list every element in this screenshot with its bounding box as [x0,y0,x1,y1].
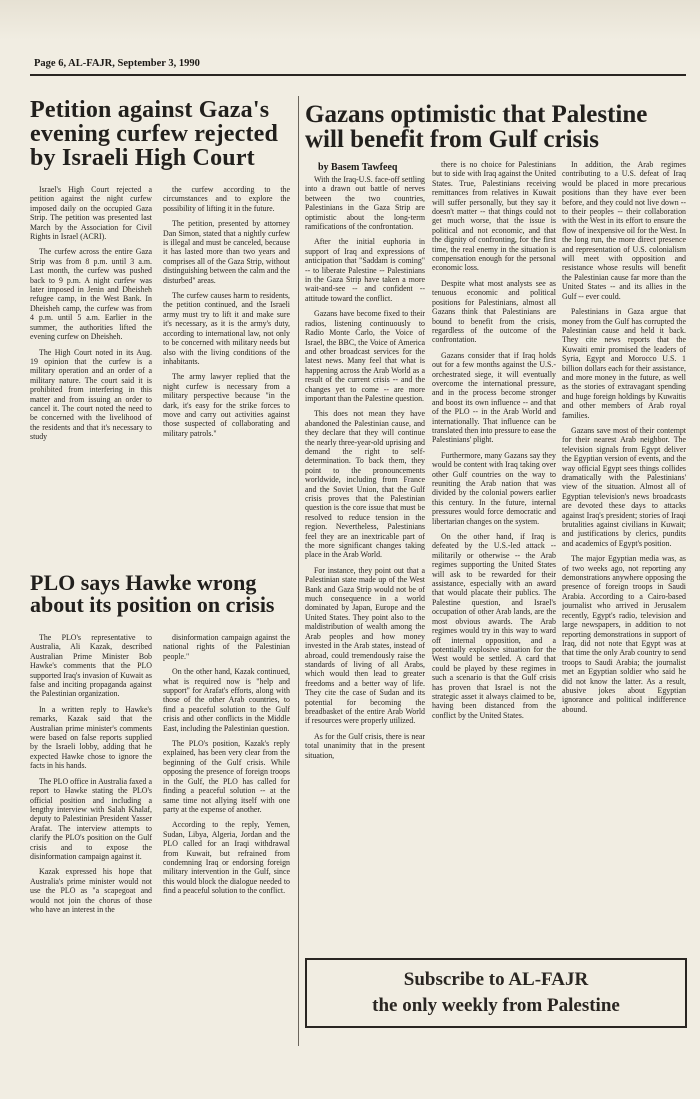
plo-headline: PLO says Hawke wrong about its position on crisis [30,570,275,617]
paragraph: Gazans have become fixed to their radios, listening continuously to Radio Monte Carlo, the Voice of Israel, the BBC, the Voice of America and other broadcast services for the latest news. Many feel that what is happening across the Arab World as a result of the current crisis -- and the changes yet to come -- are more important than the Palestine question. [305,309,425,403]
paragraph: there is no choice for Palestinians but to side with Iraq against the United States. True, Palestinians receiving remittances from relatives in Kuwait will suffer personally, but they say it doesn't matter -- that things could not get much worse, that the issue is political and not economic, and that the dignity of confronting, for the first time, the real enemy in the situation is compensation enough for the personal economic loss. [432,160,556,273]
paragraph: Despite what most analysts see as tenuous economic and political positions for Palestinians, almost all Gazans think that Palestinians are bound to benefit from the crisis, regardless of the outcome of the confrontation. [432,278,556,345]
paragraph: The army lawyer replied that the night curfew is necessary from a military perspective because "in the dark, it's easy for the strike forces to move and carry out activities against those suspected of collaborating and military patrols." [163,372,290,438]
paragraph: Furthermore, many Gazans say they would be content with Iraq taking over other Gulf countries on the way to reuniting the Arab nation that was divided by the colonial powers earlier this century. In the future, internal pressures would force democratic and libertarian changes on the system. [432,450,556,526]
paragraph: With the Iraq-U.S. face-off settling into a drawn out battle of nerves between the two countries, Palestinians in the Gaza Strip are optimistic about the long-term ramifications of the confrontation. [305,175,425,232]
paragraph: The PLO office in Australia faxed a report to Hawke stating the PLO's official position and including a lengthy interview with Salah Khalaf, deputy to Palestinian President Yasser Arafat. The interview attempts to clarify the PLO's position on the Gulf crisis and to expose the disinformation campaign against it. [30,776,152,861]
paragraph: In a written reply to Hawke's remarks, Kazak said that the Australian prime minister's comments were based on false reports supplied by the Israeli lobby, adding that he expected Hawke chose to ignore the facts in his hands. [30,704,152,771]
paragraph: On the other hand, Kazak continued, what is required now is "help and support" for Arafat's efforts, along with those of the other Arab countries, to find a peaceful solution to the Gulf crisis and other conflicts in the Middle East, including the Palestinian question. [163,667,290,733]
paragraph: After the initial euphoria in support of Iraq and expressions of anticipation that "Saddam is coming" -- to liberate Palestine -- Palestinians in the Gaza Strip have taken a more wait-and-see -- and confident -- attitude toward the conflict. [305,237,425,303]
page-folio: Page 6, AL-FAJR, September 3, 1990 [34,58,200,69]
paragraph: the curfew according to the circumstances and to explore the possibility of lifting it in the future. [163,185,290,213]
paragraph: On the other hand, if Iraq is defeated by the U.S.-led attack -- militarily or otherwise -- the Arab regimes supporting the United States will ask to be rewarded for their assistance, especially with an award that would placate their publics. The Palestine question, and Israel's occupation of other Arab lands, are the most obvious awards. The Arab regimes would try in this way to ward off internal opposition, and a potentially explosive situation for the West would be settled. A card that could be played by these regimes in such a scenario is that the Gulf crisis has proven that Israel is not the strategic asset it always claimed to be, having been distanced from the conflict by the United States. [432,532,556,720]
plo-column-2 [163,633,290,1043]
paragraph: The High Court noted in its Aug. 19 opinion that the curfew is a military operation and an order of a military nature. The court said it is prohibited from interfering in this matter and from issuing an order to cancel it. The court noted the need to be concerned with the livelihood of the residents and that it's necessary to study [30,347,152,442]
paragraph: The curfew across the entire Gaza Strip was from 8 p.m. until 3 a.m. Last month, the curfew was pushed back to 9 p.m. A night curfew was later imposed in Jenin and Dheisheh refugee camp, in the West Bank. In Dheisheh camp, the curfew was from 4 p.m. until 5 a.m. Earlier in the summer, the authorities lifted the evening curfew on Dheisheh. [30,247,152,342]
plo-column-1 [30,633,152,1043]
paragraph: Gazans save most of their contempt for their nearest Arab neighbor. The television signals from Egypt deliver the Egyptian version of events, and the way official Egypt sees things collides dramatically with the Palestinians' view of the situation. Almost all of Egyptian television's news broadcasts are devoted these days to attacks against Iraq's president; stories of Iraqi brutalities against civilians in Kuwait; and justifications by clerics, pundits and academics of Egypt's position. [562,425,686,548]
subscribe-line-2: the only weekly from Palestine [372,995,620,1016]
petition-column-1 [30,185,152,557]
paragraph: In addition, the Arab regimes contributing to a U.S. defeat of Iraq would be placed in more precarious positions than they have ever been before, and they could not live down -- to their peoples -- their collaboration with the West in its effort to ensure the flow of inexpensive oil for the West. In the long run, the more direct presence and representation of U.S. colonialism will meet with opposition and resistance whose results will benefit the Palestinian cause far more than the United States -- and its allies in the Gulf -- ever could. [562,160,686,301]
paragraph: For instance, they point out that a Palestinian state made up of the West Bank and Gaza Strip would not be of much consequence in a world dominated by Japan, Europe and the United States. They point also to the maldistribution of wealth among the Arab peoples and how money invested in the Arab states, instead of abroad, could tremendously raise the standards of living of all Arabs, which would then lead to greater freedoms and a better way of life. They cite the case of Sudan and its potential for becoming the breadbasket of the entire Arab World if resources were properly utilized. [305,565,425,726]
gazans-headline: Gazans optimistic that Palestine will benefit from Gulf crisis [305,101,648,153]
top-rule [30,74,686,76]
gazans-column-1 [305,175,425,1028]
paragraph: The curfew causes harm to residents, the petition continued, and the Israeli army must try to lift it and make sure it's necessary, as it is the army's duty, according to international law, not only to be concerned with military needs but also with the living conditions of the inhabitants. [163,291,290,366]
paragraph: Kazak expressed his hope that Australia's prime minister would not use the PLO as "a scapegoat and would not join the chorus of those who have an interest in the [30,867,152,914]
paragraph: The petition, presented by attorney Dan Simon, stated that a nightly curfew is illegal and must be canceled, because it has lasted more than two years and comprises all of the Gaza Strip, without distinguishing between the calm and the disturbed" areas. [163,219,290,285]
subscribe-box [305,958,687,1028]
column-rule [298,96,299,1046]
paragraph: This does not mean they have abandoned the Palestinian cause, and they declare that they will continue the nearly three-year-old uprising and demand the right to self-determination. To back them, they point to the pronouncements worldwide, including from France and the Soviet Union, that the Gulf crisis proves that the Palestinian question is the core issue that must be resolved to reduce tension in the region. Nevertheless, Palestinians feel they are an inextricable part of the more significant changes taking place in the Arab World. [305,409,425,560]
paragraph: The PLO's representative to Australia, Ali Kazak, described Australian Prime Minister Bob Hawke's comments that the PLO supported Iraq's invasion of Kuwait as false and inciting propaganda against the Palestinian organization. [30,633,152,699]
scan-edge [0,0,700,40]
paragraph: According to the reply, Yemen, Sudan, Libya, Algeria, Jordan and the PLO called for an Iraqi withdrawal from Kuwait, but refrained from condemning Iraq or endorsing foreign military intervention in the Gulf, since this would block the dialogue needed to find a peaceful solution to the conflict. [163,820,290,896]
gazans-column-2 [432,160,556,951]
paragraph: As for the Gulf crisis, there is near total unanimity that in the present situation, [305,731,425,760]
paragraph: Palestinians in Gaza argue that money from the Gulf has corrupted the Palestinian cause and held it back. They cite news reports that the Kuwaiti emir promised the leaders of Syria, Egypt and Morocco U.S. 1 billion dollars each for their assistance, and more money in the future, as well as the stories of extravagant spending and huge foreign holdings by Kuwaitis and other members of Arab royal families. [562,307,686,420]
gazans-byline: by Basem Tawfeeq [318,162,398,173]
subscribe-line-1: Subscribe to AL-FAJR [403,969,589,990]
paragraph: Gazans consider that if Iraq holds out for a few months against the U.S.-orchestrated siege, it will eventually overcome the international pressure, and in the process become stronger and boost its own influence -- and that of the PLO -- in the Arab World and internationally. That influence can be translated then into pressure to ease the Palestinians' plight. [432,350,556,445]
paragraph: disinformation campaign against the national rights of the Palestinian people." [163,633,290,661]
paragraph: Israel's High Court rejected a petition against the night curfew imposed daily on the occupied Gaza Strip. The petition was presented last March by the Association for Civil Rights in Israel (ACRI). [30,185,152,242]
petition-column-2 [163,185,290,557]
paragraph: The major Egyptian media was, as of two weeks ago, not reporting any demonstrations anywhere opposing the presence of foreign troops in Saudi Arabia. According to a Cairo-based journalist who arrived in Jerusalem recently, Egypt's radio, television and large newspapers, in addition to not reporting demonstrations in support of Iraq, did not note that Egypt was at that time the only Arab country to send troops to Saudi Arabia; the journalist met an Egyptian soldier who said he did not know the latter. As a result, abusive jokes about Egyptian ignorance and political indifference abound. [562,554,686,714]
gazans-column-3 [562,160,686,951]
petition-headline: Petition against Gaza's evening curfew rejected by Israeli High Court [30,97,279,171]
paragraph: The PLO's position, Kazak's reply explained, has been very clear from the beginning of the Gulf crisis. While opposing the presence of foreign troops in the Gulf, the PLO has called for finding a peaceful solution -- at the same time not allying itself with one party at the expense of another. [163,739,290,814]
